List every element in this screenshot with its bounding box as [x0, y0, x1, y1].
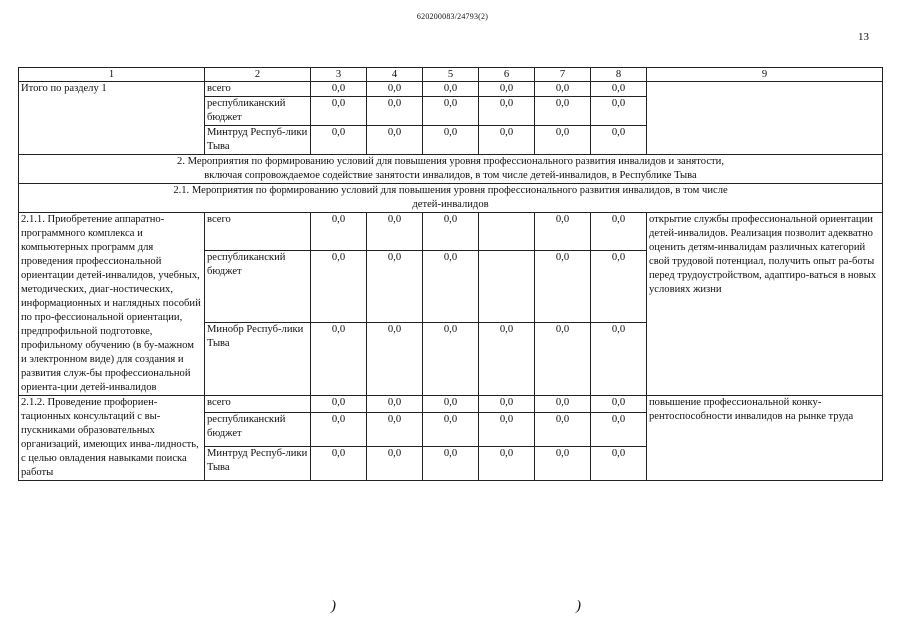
- funding-source: Минтруд Респуб-лики Тыва: [205, 126, 311, 155]
- amount-cell: 0,0: [535, 413, 591, 447]
- amount-cell: 0,0: [479, 323, 535, 396]
- margin-mark: ): [331, 598, 336, 614]
- subsection-heading-row: [19, 184, 883, 213]
- subsection-2-1-title: 2.1. Мероприятия по формированию условий для повышения уровня профессионального развития инвалидов, в том числе детей-инвалидов: [19, 184, 883, 213]
- column-number: 3: [311, 68, 367, 82]
- amount-cell: 0,0: [479, 413, 535, 447]
- funding-source: республиканский бюджет: [205, 97, 311, 126]
- amount-cell: 0,0: [423, 82, 479, 97]
- expected-result: повышение профессиональной конку-рентоспособности инвалидов на рынке труда: [647, 396, 883, 481]
- amount-cell: 0,0: [311, 413, 367, 447]
- column-number: 1: [19, 68, 205, 82]
- amount-cell: [479, 213, 535, 251]
- funding-source: всего: [205, 396, 311, 413]
- amount-cell: 0,0: [423, 213, 479, 251]
- amount-cell: 0,0: [367, 213, 423, 251]
- amount-cell: 0,0: [423, 126, 479, 155]
- funding-source: республиканский бюджет: [205, 250, 311, 323]
- section-2-title: 2. Мероприятия по формированию условий для повышения уровня профессионального развития инвалидов и занятости, включая сопровождаемое содействие занятости инвалидов, в том числе детей-инвалидов, в Республике Тыва: [19, 155, 883, 184]
- amount-cell: [479, 250, 535, 323]
- column-number: 2: [205, 68, 311, 82]
- amount-cell: 0,0: [423, 323, 479, 396]
- amount-cell: 0,0: [479, 447, 535, 481]
- amount-cell: 0,0: [423, 250, 479, 323]
- amount-cell: 0,0: [591, 413, 647, 447]
- program-activities-table: [18, 67, 883, 481]
- table-row: [19, 82, 883, 97]
- page-number: 13: [858, 31, 869, 43]
- activity-label: Итого по разделу 1: [19, 82, 205, 155]
- funding-source: республиканский бюджет: [205, 413, 311, 447]
- document-id: 620200083/24793(2): [416, 12, 489, 21]
- amount-cell: 0,0: [423, 447, 479, 481]
- amount-cell: 0,0: [535, 323, 591, 396]
- amount-cell: 0,0: [591, 97, 647, 126]
- amount-cell: 0,0: [367, 447, 423, 481]
- amount-cell: 0,0: [479, 97, 535, 126]
- amount-cell: 0,0: [311, 82, 367, 97]
- amount-cell: 0,0: [311, 323, 367, 396]
- column-number: 4: [367, 68, 423, 82]
- activity-label: 2.1.1. Приобретение аппаратно-программного комплекса и компьютерных программ для проведения профессиональной ориентации детей-инвалидов, учебных, методических, диаг-ностических, информационных и наглядных пособий по про-фессиональной ориентации, предпрофильной подготовке, профильному обучению (в бу-мажном и электронном виде) для создания и развития служ-бы профессиональной ориента-ции детей-инвалидов: [19, 213, 205, 396]
- amount-cell: 0,0: [311, 250, 367, 323]
- amount-cell: 0,0: [535, 213, 591, 251]
- column-number: 6: [479, 68, 535, 82]
- amount-cell: 0,0: [423, 413, 479, 447]
- amount-cell: 0,0: [367, 323, 423, 396]
- amount-cell: 0,0: [367, 413, 423, 447]
- amount-cell: 0,0: [367, 97, 423, 126]
- activity-label: 2.1.2. Проведение профориен-тационных консультаций с вы-пускниками образовательных организаций, имеющих инва-лидность, с целью овладения навыками поиска работы: [19, 396, 205, 481]
- amount-cell: 0,0: [535, 126, 591, 155]
- expected-result: [647, 82, 883, 155]
- amount-cell: 0,0: [591, 323, 647, 396]
- amount-cell: 0,0: [479, 82, 535, 97]
- expected-result: открытие службы профессиональной ориентации детей-инвалидов. Реализация позволит адекватно оценить детям-инвалидам различных категорий свой трудовой потенциал, получить опыт ра-боты перед трудоустройством, адаптиро-ваться в новых условиях жизни: [647, 213, 883, 396]
- amount-cell: 0,0: [535, 250, 591, 323]
- amount-cell: 0,0: [591, 213, 647, 251]
- column-number: 5: [423, 68, 479, 82]
- funding-source: Минобр Респуб-лики Тыва: [205, 323, 311, 396]
- amount-cell: 0,0: [479, 396, 535, 413]
- column-number: 9: [647, 68, 883, 82]
- amount-cell: 0,0: [591, 447, 647, 481]
- amount-cell: 0,0: [535, 396, 591, 413]
- amount-cell: 0,0: [591, 396, 647, 413]
- amount-cell: 0,0: [311, 126, 367, 155]
- amount-cell: 0,0: [423, 396, 479, 413]
- amount-cell: 0,0: [367, 126, 423, 155]
- amount-cell: 0,0: [311, 213, 367, 251]
- funding-source: всего: [205, 82, 311, 97]
- table-row: [19, 396, 883, 413]
- amount-cell: 0,0: [535, 97, 591, 126]
- amount-cell: 0,0: [311, 447, 367, 481]
- amount-cell: 0,0: [591, 126, 647, 155]
- amount-cell: 0,0: [311, 396, 367, 413]
- column-number: 8: [591, 68, 647, 82]
- table-row: [19, 213, 883, 251]
- funding-source: Минтруд Респуб-лики Тыва: [205, 447, 311, 481]
- amount-cell: 0,0: [591, 250, 647, 323]
- amount-cell: 0,0: [367, 82, 423, 97]
- column-number-header-row: [19, 68, 883, 82]
- amount-cell: 0,0: [367, 250, 423, 323]
- amount-cell: 0,0: [311, 97, 367, 126]
- column-number: 7: [535, 68, 591, 82]
- amount-cell: 0,0: [423, 97, 479, 126]
- amount-cell: 0,0: [535, 82, 591, 97]
- section-heading-row: [19, 155, 883, 184]
- amount-cell: 0,0: [367, 396, 423, 413]
- amount-cell: 0,0: [535, 447, 591, 481]
- funding-source: всего: [205, 213, 311, 251]
- margin-mark: ): [576, 598, 581, 614]
- amount-cell: 0,0: [591, 82, 647, 97]
- amount-cell: 0,0: [479, 126, 535, 155]
